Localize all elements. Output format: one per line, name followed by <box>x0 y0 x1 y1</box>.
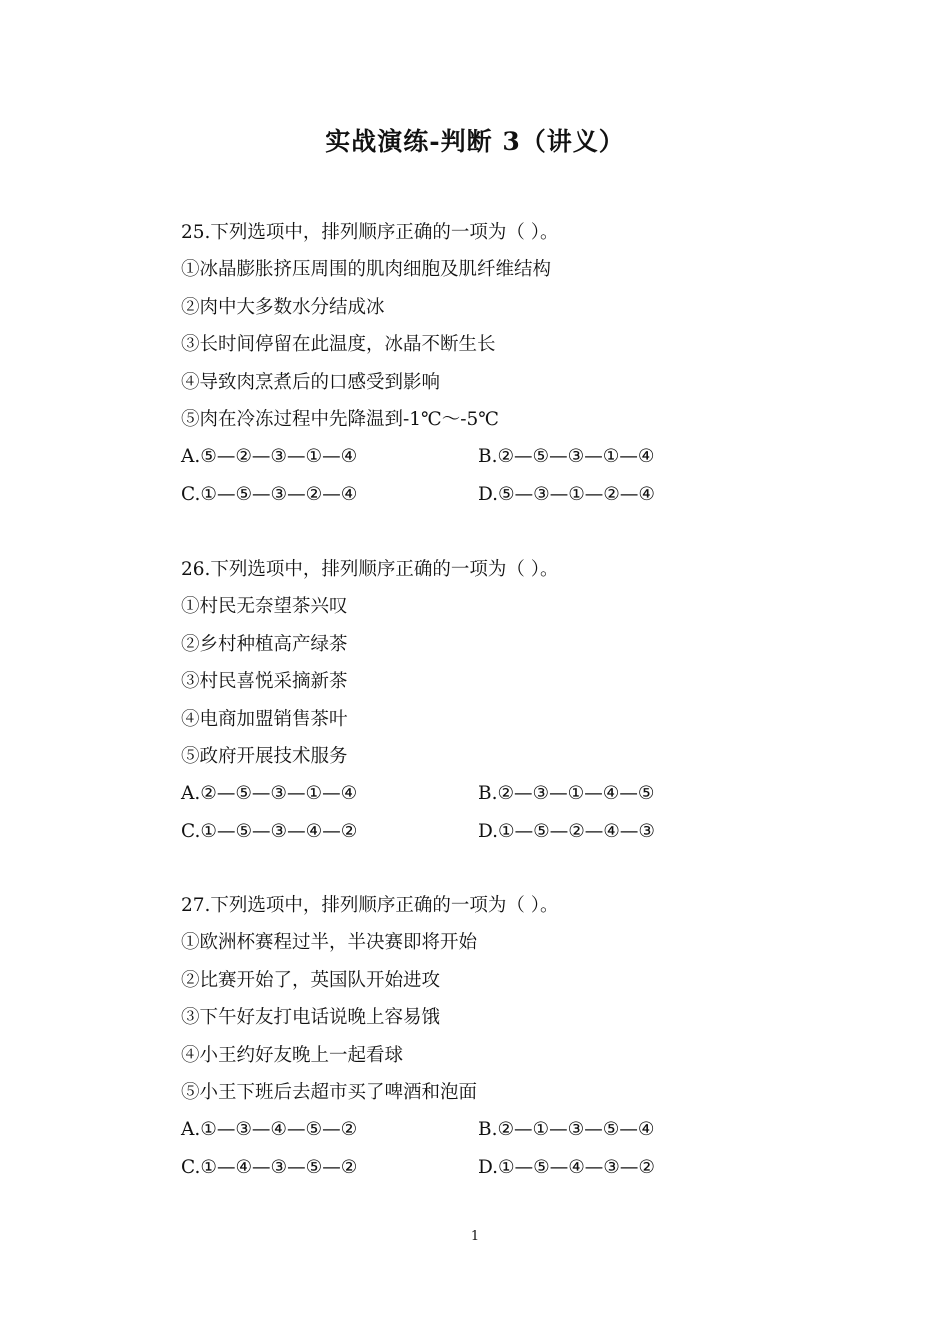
question-stem: 27.下列选项中，排列顺序正确的一项为（ ）。 <box>181 895 559 916</box>
statement-item: ④导致肉烹煮后的口感受到影响 <box>181 371 441 393</box>
options-row <box>181 476 781 513</box>
statement-item: ④小王约好友晚上一起看球 <box>181 1044 404 1066</box>
question-26 <box>181 551 781 850</box>
option-c: C.①—⑤—③—②—④ <box>181 483 358 505</box>
page-title: 实战演练-判断 3（讲义） <box>325 127 625 156</box>
page-number: 1 <box>470 1229 480 1244</box>
option-d: D.⑤—③—①—②—④ <box>478 483 655 505</box>
option-b: B.②—①—③—⑤—④ <box>478 1119 655 1141</box>
option-a: A.⑤—②—③—①—④ <box>181 446 358 468</box>
statement-item: ④电商加盟销售茶叶 <box>181 708 348 730</box>
option-b: B.②—⑤—③—①—④ <box>478 446 655 468</box>
options-row <box>181 813 781 850</box>
option-a: A.②—⑤—③—①—④ <box>181 783 358 805</box>
statement-item: ①欧洲杯赛程过半，半决赛即将开始 <box>181 932 478 954</box>
option-c: C.①—⑤—③—④—② <box>181 820 358 842</box>
option-d: D.①—⑤—④—③—② <box>478 1156 655 1178</box>
question-stem: 26.下列选项中，排列顺序正确的一项为（ ）。 <box>181 559 559 580</box>
statement-item: ③长时间停留在此温度，冰晶不断生长 <box>181 334 496 356</box>
statement-item: ③村民喜悦采摘新茶 <box>181 671 348 693</box>
statement-item: ②比赛开始了，英国队开始进攻 <box>181 969 441 991</box>
option-c: C.①—④—③—⑤—② <box>181 1156 358 1178</box>
statement-item: ①冰晶膨胀挤压周围的肌肉细胞及肌纤维结构 <box>181 259 552 281</box>
options-row <box>181 775 781 812</box>
statement-item: ②乡村种植高产绿茶 <box>181 633 348 655</box>
statement-item: ⑤肉在冷冻过程中先降温到-1℃～-5℃ <box>181 408 499 430</box>
statement-item: ②肉中大多数水分结成冰 <box>181 296 385 318</box>
statement-item: ⑤小王下班后去超市买了啤酒和泡面 <box>181 1081 478 1103</box>
question-stem: 25.下列选项中，排列顺序正确的一项为（ ）。 <box>181 222 559 243</box>
question-27 <box>181 887 781 1186</box>
options-row <box>181 1149 781 1186</box>
option-b: B.②—③—①—④—⑤ <box>478 783 655 805</box>
statement-item: ①村民无奈望茶兴叹 <box>181 596 348 618</box>
statement-item: ⑤政府开展技术服务 <box>181 745 348 767</box>
options-row <box>181 1111 781 1148</box>
options-row <box>181 438 781 475</box>
statement-item: ③下午好友打电话说晚上容易饿 <box>181 1007 441 1029</box>
option-d: D.①—⑤—②—④—③ <box>478 820 655 842</box>
option-a: A.①—③—④—⑤—② <box>181 1119 358 1141</box>
question-25 <box>181 214 781 513</box>
